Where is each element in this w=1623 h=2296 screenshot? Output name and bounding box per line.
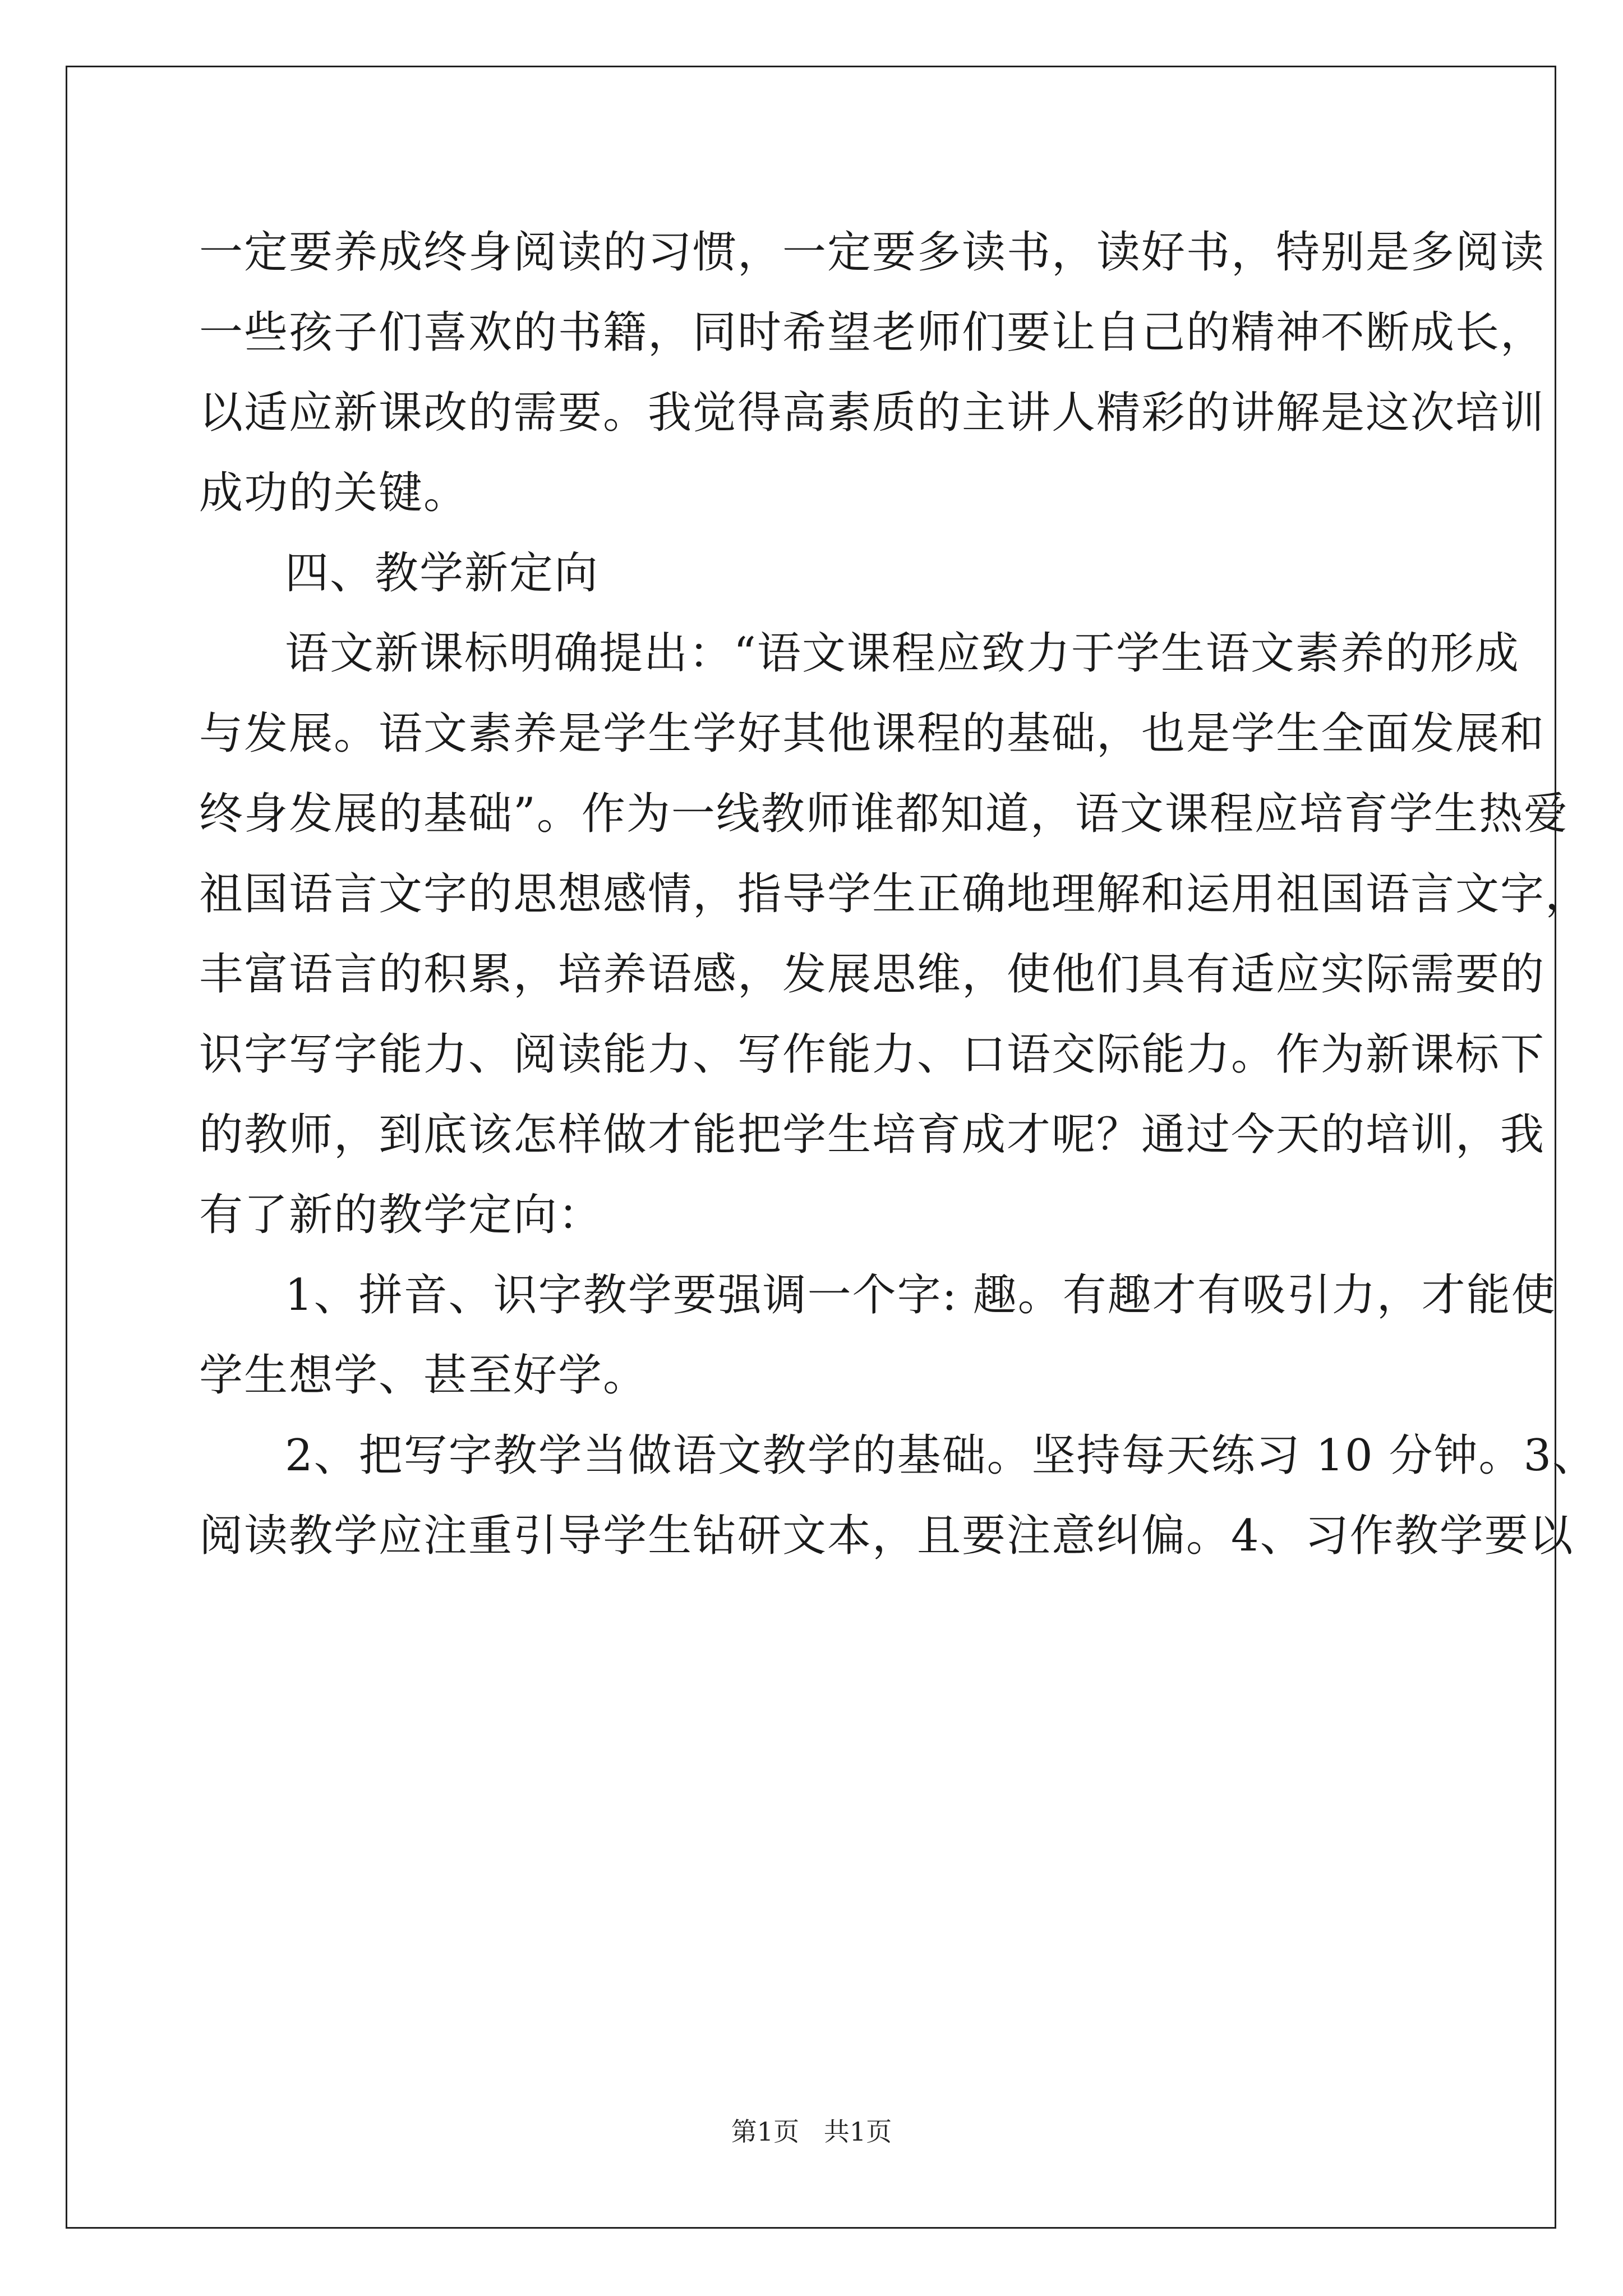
body-line: 以适应新课改的需要。我觉得高素质的主讲人精彩的讲解是这次培训 [199, 388, 1546, 438]
body-line: 1、拼音、识字教学要强调一个字: 趣。有趣才有吸引力，才能使 [285, 1270, 1556, 1320]
body-line: 终身发展的基础”。作为一线教师谁都知道，语文课程应培育学生热爱 [199, 789, 1569, 839]
section-heading: 四、教学新定向 [285, 548, 600, 599]
body-line: 2、把写字教学当做语文教学的基础。坚持每天练习 10 分钟。3、 [285, 1430, 1598, 1481]
body-line: 的教师，到底该怎样做才能把学生培育成才呢？通过今天的培训，我 [199, 1110, 1546, 1160]
page-footer: 第1页 共1页 [731, 2116, 892, 2147]
body-line: 语文新课标明确提出：“语文课程应致力于学生语文素养的形成 [285, 628, 1520, 679]
body-line: 祖国语言文字的思想感情，指导学生正确地理解和运用祖国语言文字， [199, 869, 1590, 919]
body-line: 成功的关键。 [199, 468, 469, 518]
body-line: 阅读教学应注重引导学生钻研文本，且要注意纠偏。4、习作教学要以 [199, 1511, 1574, 1561]
body-line: 一定要养成终身阅读的习惯，一定要多读书，读好书，特别是多阅读 [199, 227, 1546, 278]
body-line: 一些孩子们喜欢的书籍，同时希望老师们要让自己的精神不断成长， [199, 307, 1546, 358]
body-line: 丰富语言的积累，培养语感，发展思维，使他们具有适应实际需要的 [199, 949, 1546, 1000]
body-line: 识字写字能力、阅读能力、写作能力、口语交际能力。作为新课标下 [199, 1029, 1546, 1080]
body-line: 与发展。语文素养是学生学好其他课程的基础，也是学生全面发展和 [199, 708, 1546, 759]
body-line: 有了新的教学定向： [199, 1190, 603, 1240]
body-line: 学生想学、甚至好学。 [199, 1350, 648, 1401]
